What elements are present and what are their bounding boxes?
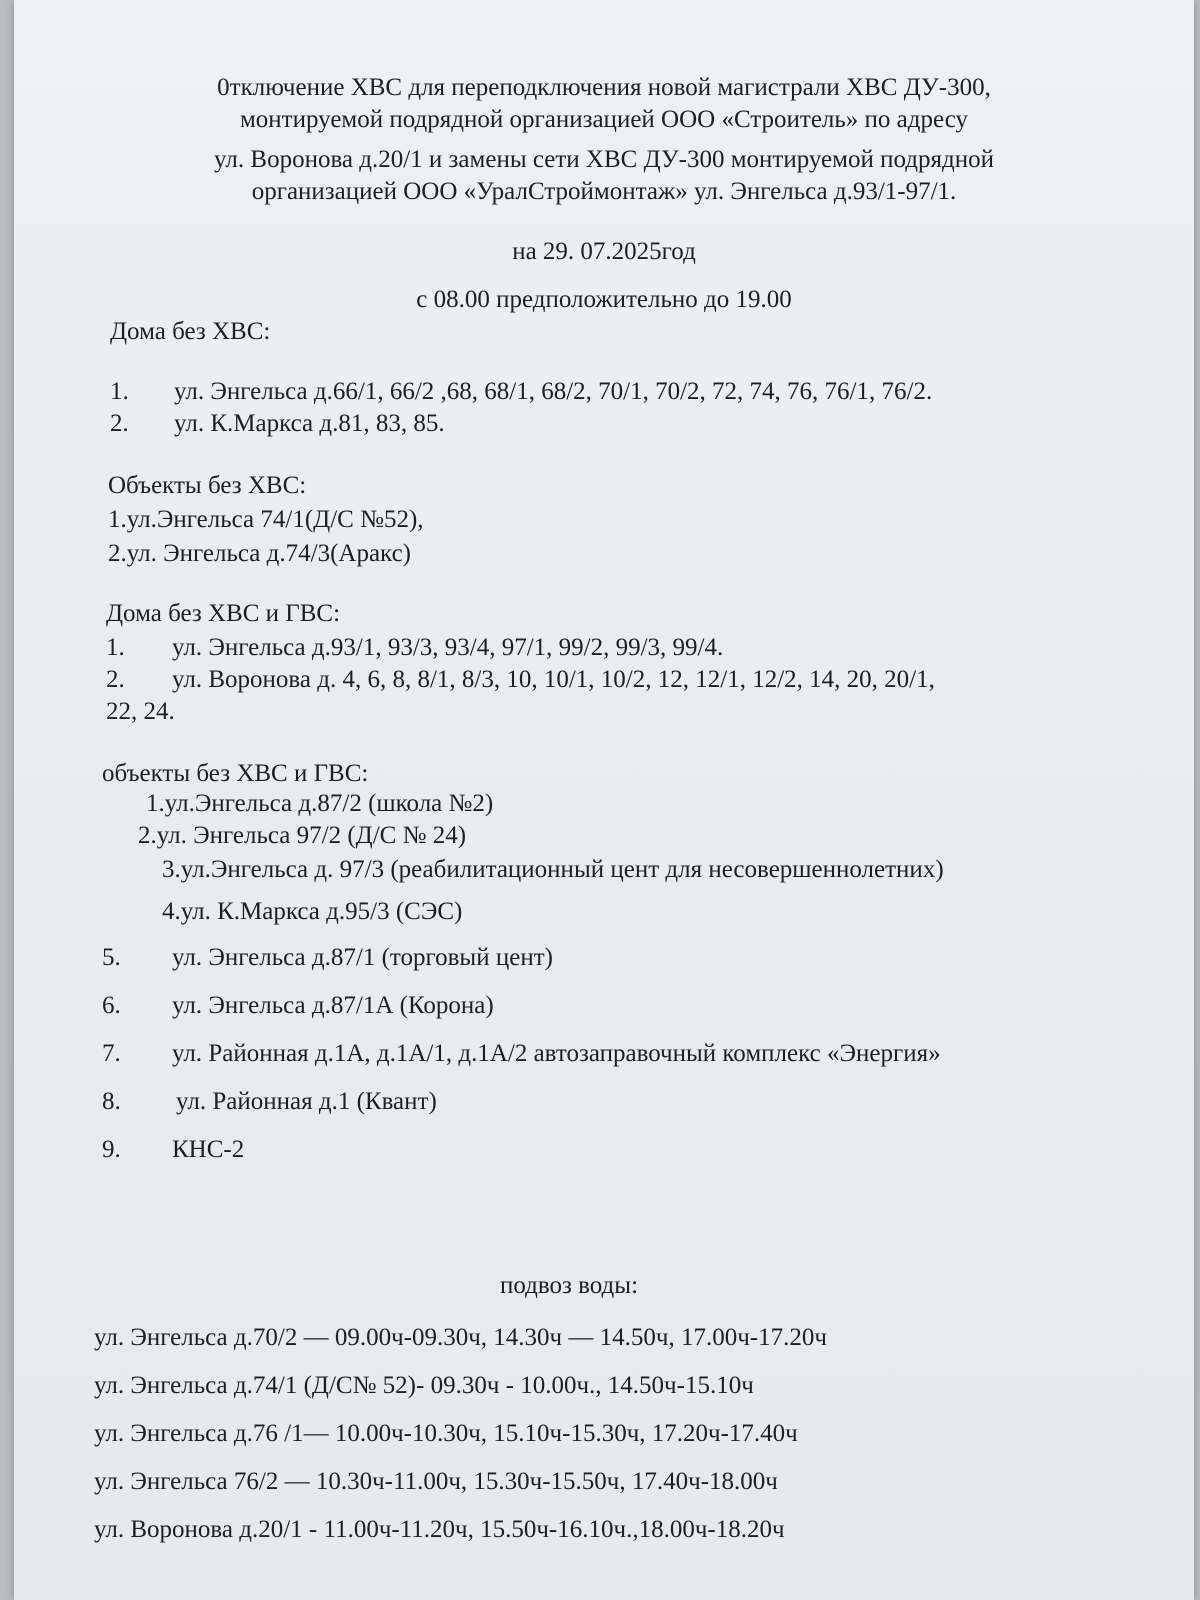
schedule-row: ул. Энгельса д.70/2 — 09.00ч-09.30ч, 14.30ч — 14.50ч, 17.00ч-17.20ч: [94, 1324, 827, 1351]
document-title: [164, 72, 1044, 208]
item-number: 1.: [110, 378, 129, 405]
item-text: ул. Энгельса д.87/1А (Корона): [172, 992, 494, 1019]
item-text: ул. Воронова д. 4, 6, 8, 8/1, 8/3, 10, 10/1, 10/2, 12, 12/1, 12/2, 14, 20, 20/1,: [172, 666, 935, 693]
item-text: ул. Районная д.1 (Квант): [176, 1088, 437, 1115]
title-line: 0тключение ХВС для переподключения новой магистрали ХВС ДУ-300,: [217, 74, 991, 101]
list-item: [106, 634, 723, 662]
schedule-row: ул. Энгельса 76/2 — 10.30ч-11.00ч, 15.30ч-15.50ч, 17.40ч-18.00ч: [94, 1468, 778, 1495]
title-line: организацией ООО «УралСтроймонтаж» ул. Энгельса д.93/1-97/1.: [251, 178, 957, 205]
list-item: 1.ул.Энгельса д.87/2 (школа №2): [146, 790, 494, 817]
schedule-row: ул. Энгельса д.76 /1— 10.00ч-10.30ч, 15.10ч-15.30ч, 17.20ч-17.40ч: [94, 1420, 798, 1447]
list-item: [110, 410, 445, 438]
item-text: ул. К.Маркса д.81, 83, 85.: [174, 410, 445, 437]
list-item: 2.ул. Энгельса д.74/3(Аракс): [108, 540, 411, 567]
title-line: ул. Воронова д.20/1 и замены сети ХВС ДУ-300 монтируемой подрядной: [214, 146, 994, 173]
item-text: ул. Районная д.1А, д.1А/1, д.1А/2 автозаправочный комплекс «Энергия»: [172, 1040, 941, 1067]
item-number: 9.: [102, 1136, 121, 1163]
section-heading-water-delivery: подвоз воды:: [500, 1272, 639, 1299]
item-number: 6.: [102, 992, 121, 1019]
list-item: [102, 944, 553, 972]
document-sheet: [14, 0, 1194, 1600]
list-item: 3.ул.Энгельса д. 97/3 (реабилитационный цент для несовершеннолетних): [162, 856, 944, 883]
list-item: [106, 666, 935, 694]
list-item: 2.ул. Энгельса 97/2 (Д/С № 24): [138, 822, 467, 849]
item-text: ул. Энгельса д.66/1, 66/2 ,68, 68/1, 68/2, 70/1, 70/2, 72, 74, 76, 76/1, 76/2.: [174, 378, 933, 405]
item-text: ул. Энгельса д.87/1 (торговый цент): [172, 944, 553, 971]
list-item: [102, 1088, 437, 1116]
item-text: ул. Энгельса д.93/1, 93/3, 93/4, 97/1, 99/2, 99/3, 99/4.: [172, 634, 724, 661]
item-number: 5.: [102, 944, 121, 971]
item-text: КНС-2: [172, 1136, 245, 1163]
section-heading-objects-no-cold: Объекты без ХВС:: [108, 472, 307, 499]
item-number: 2.: [106, 666, 125, 693]
item-number: 8.: [102, 1088, 121, 1115]
list-item: [110, 378, 932, 406]
outage-date: на 29. 07.2025год: [512, 238, 696, 265]
item-number: 2.: [110, 410, 129, 437]
section-heading-houses-no-cold: Дома без ХВС:: [110, 318, 271, 345]
list-item-continuation: 22, 24.: [106, 698, 175, 725]
list-item: [102, 1040, 941, 1068]
list-item: [102, 1136, 244, 1164]
list-item: [102, 992, 494, 1020]
title-line: монтируемой подрядной организацией ООО «Строитель» по адресу: [239, 106, 968, 133]
section-heading-houses-no-cold-hot: Дома без ХВС и ГВС:: [106, 600, 341, 627]
item-number: 1.: [106, 634, 125, 661]
list-item: 1.ул.Энгельса 74/1(Д/С №52),: [108, 506, 424, 533]
list-item: 4.ул. К.Маркса д.95/3 (СЭС): [162, 898, 463, 925]
item-number: 7.: [102, 1040, 121, 1067]
outage-time: с 08.00 предположительно до 19.00: [416, 286, 792, 313]
section-heading-objects-no-cold-hot: объекты без ХВС и ГВС:: [102, 760, 369, 787]
schedule-row: ул. Энгельса д.74/1 (Д/С№ 52)- 09.30ч - 10.00ч., 14.50ч-15.10ч: [94, 1372, 754, 1399]
schedule-row: ул. Воронова д.20/1 - 11.00ч-11.20ч, 15.50ч-16.10ч.,18.00ч-18.20ч: [94, 1516, 785, 1543]
